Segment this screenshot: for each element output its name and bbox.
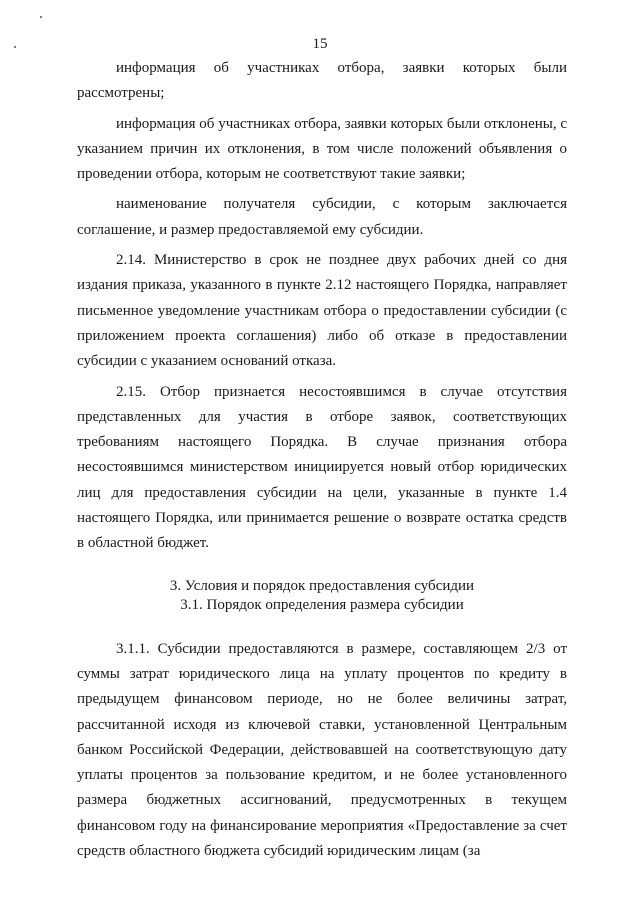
paragraph: 2.15. Отбор признается несостоявшимся в случае отсутствия представленных для участия в отборе заявок, соответствующих требованиям настоящего Порядка. В случае признания отбора несостоявшимся министерством инициируется новый отбор юридических лиц для предоставления субсидии на цели, указанные в пункте 1.4 настоящего Порядка, или принимается решение о возврате остатка средств в областной бюджет. [77, 383, 567, 552]
section-heading-block [77, 577, 567, 615]
paragraph: 3.1.1. Субсидии предоставляются в размере, составляющем 2/3 от суммы затрат юридического лица на уплату процентов по кредиту в предыдущем финансовом периоде, но не более величины затрат, рассчитанной исходя из ключевой ставки, установленной Центральным банком Российской Федерации, действовавшей на соответствующую дату уплаты процентов за пользование кредитом, и не более установленного размера бюджетных ассигнований, предусмотренных в текущем финансовом году на финансирование мероприятия «Предоставление за счет средств областного бюджета субсидий юридическим лицам (за [77, 640, 567, 860]
section-heading: 3. Условия и порядок предоставления субсидии [169, 577, 475, 594]
paragraph: наименование получателя субсидии, с которым заключается соглашение, и размер предоставляемой ему субсидии. [77, 196, 567, 238]
page-number: 15 [312, 36, 328, 52]
scan-speck [40, 16, 42, 18]
paragraph: 2.14. Министерство в срок не позднее двух рабочих дней со дня издания приказа, указанного в пункте 2.12 настоящего Порядка, направляет письменное уведомление участникам отбора о предоставлении субсидии (с приложением проекта соглашения) либо об отказе в предоставлении субсидии с указанием оснований отказа. [77, 252, 567, 370]
paragraph: информация об участниках отбора, заявки которых были рассмотрены; [77, 60, 567, 102]
paragraph: информация об участниках отбора, заявки которых были отклонены, с указанием причин их отклонения, в том числе положений объявления о проведении отбора, которым не соответствуют такие заявки; [77, 115, 567, 183]
document-body [77, 56, 567, 869]
section-subheading: 3.1. Порядок определения размера субсидии [180, 596, 464, 613]
